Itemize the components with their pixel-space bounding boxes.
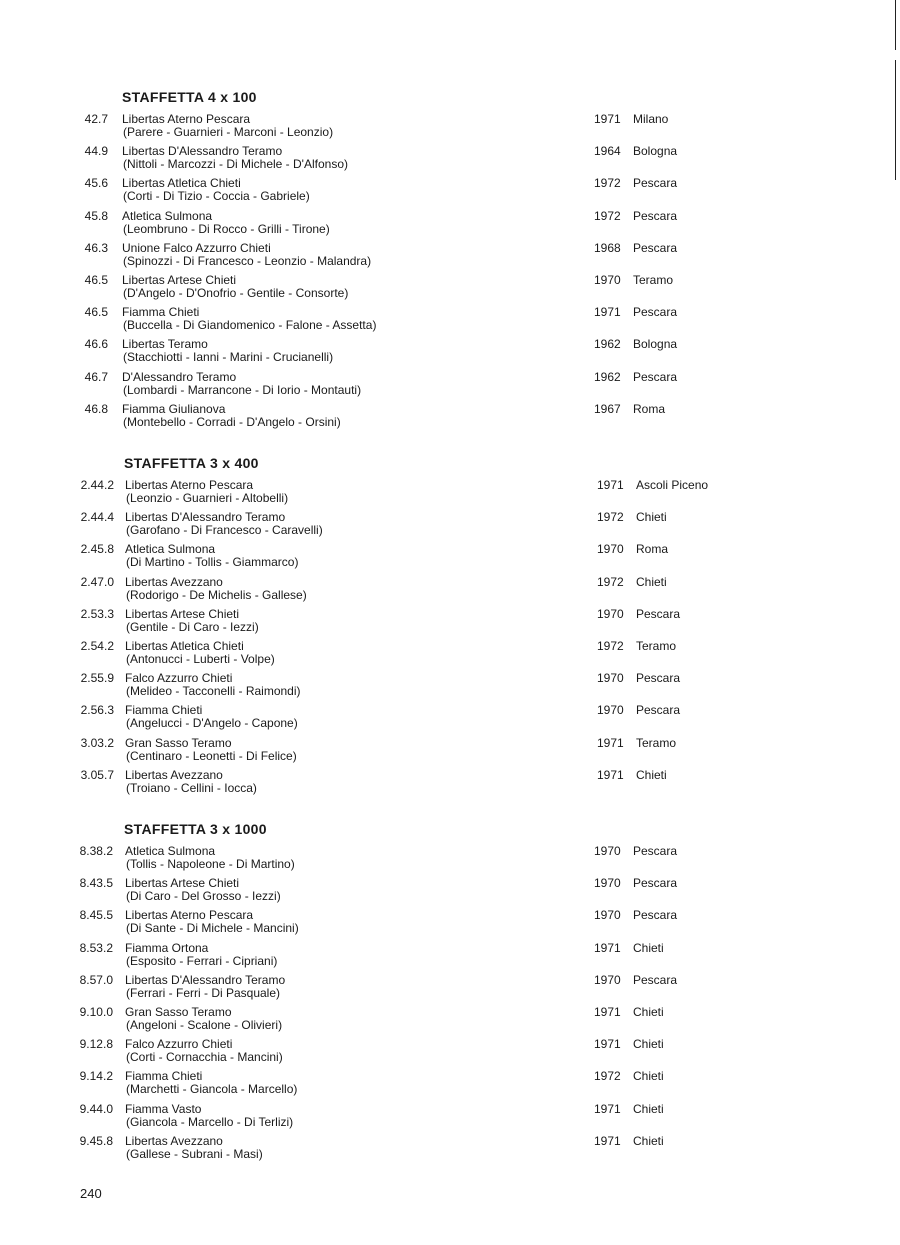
relay-entry (0, 1135, 900, 1167)
relay-entry (0, 274, 900, 306)
club-name: Falco Azzurro Chieti (125, 1037, 233, 1052)
relay-time: 45.8 (84, 208, 108, 223)
relay-entry (0, 1070, 900, 1102)
relay-entry (0, 576, 900, 608)
record-year: 1970 (594, 876, 621, 891)
record-place: Teramo (636, 638, 677, 653)
team-members: (Spinozzi - Di Francesco - Leonzio - Malandra) (123, 253, 372, 268)
club-name: Libertas Atletica Chieti (125, 638, 244, 653)
club-name: Libertas Atletica Chieti (122, 176, 241, 191)
record-year: 1971 (594, 1004, 621, 1019)
record-year: 1972 (594, 208, 621, 223)
record-year: 1971 (594, 305, 621, 320)
team-members: (Stacchiotti - Ianni - Marini - Crucianelli) (123, 350, 334, 365)
team-members: (Leonzio - Guarnieri - Altobelli) (126, 491, 289, 505)
record-year: 1962 (594, 337, 621, 352)
relay-entry (0, 511, 900, 543)
page-number: 240 (80, 1186, 102, 1201)
record-year: 1970 (594, 844, 621, 858)
record-year: 1970 (594, 272, 621, 287)
record-place: Chieti (633, 1133, 664, 1148)
record-year: 1972 (597, 574, 624, 589)
relay-time: 2.54.2 (80, 638, 114, 653)
club-name: Libertas Artese Chieti (122, 272, 237, 287)
club-name: Fiamma Chieti (122, 305, 200, 320)
club-name: Libertas D'Alessandro Teramo (125, 972, 286, 987)
relay-entry (0, 1038, 900, 1070)
relay-entry (0, 1006, 900, 1038)
record-place: Pescara (636, 671, 681, 686)
club-name: Libertas Avezzano (125, 767, 223, 782)
relay-entry (0, 640, 900, 672)
relay-time: 9.12.8 (79, 1037, 113, 1052)
relay-entry (0, 479, 900, 511)
team-members: (Rodorigo - De Michelis - Gallese) (126, 587, 307, 602)
team-members: (Centinaro - Leonetti - Di Felice) (126, 748, 297, 763)
relay-entry (0, 145, 900, 177)
team-members: (Melideo - Tacconelli - Raimondi) (126, 684, 301, 699)
record-year: 1971 (594, 1037, 621, 1052)
team-members: (Di Sante - Di Michele - Mancini) (126, 921, 299, 936)
team-members: (Antonucci - Luberti - Volpe) (126, 651, 275, 666)
relay-entry (0, 371, 900, 403)
team-members: (Ferrari - Ferri - Di Pasquale) (126, 985, 281, 1000)
relay-time: 46.7 (84, 369, 108, 384)
team-members: (Buccella - Di Giandomenico - Falone - Assetta) (123, 318, 377, 333)
record-year: 1972 (597, 638, 624, 653)
relay-time: 2.47.0 (80, 574, 114, 589)
relay-entry (0, 672, 900, 704)
club-name: Fiamma Giulianova (122, 401, 226, 416)
record-place: Pescara (633, 908, 678, 923)
record-year: 1972 (594, 1069, 621, 1084)
team-members: (Garofano - Di Francesco - Caravelli) (126, 523, 323, 538)
club-name: Libertas Aterno Pescara (125, 478, 254, 492)
relay-time: 45.6 (84, 176, 108, 191)
relay-entry (0, 608, 900, 640)
section-title: STAFFETTA 4 x 100 (122, 89, 257, 105)
record-place: Ascoli Piceno (636, 478, 709, 492)
record-place: Bologna (633, 144, 678, 159)
relay-time: 2.44.4 (80, 510, 114, 525)
club-name: Unione Falco Azzurro Chieti (122, 240, 271, 255)
relay-time: 42.7 (84, 112, 108, 126)
record-year: 1971 (597, 767, 624, 782)
record-year: 1964 (594, 144, 621, 159)
team-members: (D'Angelo - D'Onofrio - Gentile - Consorte) (123, 285, 349, 300)
relay-entry (0, 177, 900, 209)
relay-time: 8.43.5 (79, 876, 113, 891)
record-place: Pescara (636, 606, 681, 621)
relay-section-3x1000 (0, 821, 900, 1167)
club-name: Fiamma Ortona (125, 940, 209, 955)
relay-entry (0, 403, 900, 435)
relay-entry (0, 704, 900, 736)
record-place: Roma (633, 401, 666, 416)
record-year: 1970 (597, 606, 624, 621)
relay-time: 8.53.2 (79, 940, 113, 955)
relay-entry (0, 909, 900, 941)
club-name: Gran Sasso Teramo (125, 735, 232, 750)
record-place: Chieti (633, 1101, 664, 1116)
club-name: Fiamma Chieti (125, 703, 203, 718)
team-members: (Gentile - Di Caro - Iezzi) (126, 619, 259, 634)
relay-time: 2.56.3 (80, 703, 114, 718)
record-year: 1971 (597, 735, 624, 750)
team-members: (Angeloni - Scalone - Olivieri) (126, 1017, 283, 1032)
club-name: Atletica Sulmona (125, 844, 216, 858)
record-year: 1972 (597, 510, 624, 525)
club-name: Atletica Sulmona (125, 542, 216, 557)
record-year: 1971 (594, 112, 621, 126)
relay-time: 46.5 (84, 272, 108, 287)
relay-time: 3.05.7 (80, 767, 114, 782)
record-place: Roma (636, 542, 669, 557)
entries-list (0, 113, 900, 435)
relay-entry (0, 769, 900, 801)
team-members: (Parere - Guarnieri - Marconi - Leonzio) (123, 125, 334, 139)
club-name: D'Alessandro Teramo (122, 369, 237, 384)
record-place: Chieti (633, 1069, 664, 1084)
record-year: 1970 (597, 542, 624, 557)
record-place: Pescara (633, 208, 678, 223)
record-place: Chieti (636, 510, 667, 525)
record-year: 1970 (597, 671, 624, 686)
relay-time: 9.14.2 (79, 1069, 113, 1084)
record-place: Milano (633, 112, 669, 126)
relay-time: 2.45.8 (80, 542, 114, 557)
relay-time: 8.57.0 (79, 972, 113, 987)
team-members: (Montebello - Corradi - D'Angelo - Orsini) (123, 414, 341, 429)
club-name: Libertas Teramo (122, 337, 208, 352)
club-name: Libertas Avezzano (125, 1133, 223, 1148)
relay-entry (0, 737, 900, 769)
team-members: (Di Caro - Del Grosso - Iezzi) (126, 889, 281, 904)
club-name: Libertas D'Alessandro Teramo (125, 510, 286, 525)
record-place: Teramo (633, 272, 674, 287)
relay-time: 46.8 (84, 401, 108, 416)
club-name: Gran Sasso Teramo (125, 1004, 232, 1019)
relay-entry (0, 338, 900, 370)
relay-entry (0, 306, 900, 338)
club-name: Libertas D'Alessandro Teramo (122, 144, 283, 159)
relay-entry (0, 845, 900, 877)
club-name: Fiamma Chieti (125, 1069, 203, 1084)
record-year: 1972 (594, 176, 621, 191)
record-place: Pescara (636, 703, 681, 718)
scan-edge-line (895, 0, 896, 50)
relay-entry (0, 543, 900, 575)
relay-time: 46.3 (84, 240, 108, 255)
relay-entry (0, 877, 900, 909)
record-place: Chieti (636, 767, 667, 782)
section-title: STAFFETTA 3 x 1000 (124, 821, 267, 837)
relay-time: 8.38.2 (79, 844, 113, 858)
record-year: 1970 (594, 908, 621, 923)
team-members: (Marchetti - Giancola - Marcello) (126, 1082, 298, 1097)
record-year: 1971 (594, 940, 621, 955)
section-title: STAFFETTA 3 x 400 (124, 455, 259, 471)
team-members: (Di Martino - Tollis - Giammarco) (126, 555, 299, 570)
team-members: (Angelucci - D'Angelo - Capone) (126, 716, 298, 731)
record-place: Bologna (633, 337, 678, 352)
club-name: Libertas Artese Chieti (125, 606, 240, 621)
record-year: 1970 (594, 972, 621, 987)
club-name: Falco Azzurro Chieti (125, 671, 233, 686)
record-place: Pescara (633, 305, 678, 320)
record-place: Chieti (633, 1004, 664, 1019)
relay-section-3x400 (0, 455, 900, 801)
club-name: Libertas Avezzano (125, 574, 223, 589)
record-year: 1971 (597, 478, 624, 492)
record-year: 1970 (597, 703, 624, 718)
club-name: Libertas Aterno Pescara (122, 112, 251, 126)
relay-time: 2.53.3 (80, 606, 114, 621)
team-members: (Troiano - Cellini - Iocca) (126, 780, 257, 795)
record-place: Pescara (633, 240, 678, 255)
team-members: (Leombruno - Di Rocco - Grilli - Tirone) (123, 221, 330, 236)
relay-time: 46.6 (84, 337, 108, 352)
relay-entry (0, 942, 900, 974)
team-members: (Corti - Cornacchia - Mancini) (126, 1050, 283, 1065)
relay-time: 9.10.0 (79, 1004, 113, 1019)
relay-time: 9.45.8 (79, 1133, 113, 1148)
relay-time: 2.55.9 (80, 671, 114, 686)
entries-list (0, 845, 900, 1167)
record-year: 1971 (594, 1133, 621, 1148)
relay-time: 46.5 (84, 305, 108, 320)
club-name: Libertas Artese Chieti (125, 876, 240, 891)
relay-entry (0, 210, 900, 242)
relay-section-4x100 (0, 89, 900, 435)
record-place: Pescara (633, 844, 678, 858)
relay-entry (0, 113, 900, 145)
relay-time: 8.45.5 (79, 908, 113, 923)
record-year: 1962 (594, 369, 621, 384)
club-name: Fiamma Vasto (125, 1101, 202, 1116)
relay-time: 3.03.2 (80, 735, 114, 750)
record-place: Teramo (636, 735, 677, 750)
club-name: Atletica Sulmona (122, 208, 213, 223)
relay-entry (0, 974, 900, 1006)
relay-time: 2.44.2 (80, 478, 114, 492)
team-members: (Giancola - Marcello - Di Terlizi) (126, 1114, 294, 1129)
record-year: 1967 (594, 401, 621, 416)
record-place: Pescara (633, 176, 678, 191)
record-place: Chieti (636, 574, 667, 589)
entries-list (0, 479, 900, 801)
club-name: Libertas Aterno Pescara (125, 908, 254, 923)
relay-entry (0, 242, 900, 274)
team-members: (Lombardi - Marrancone - Di Iorio - Montauti) (123, 382, 362, 397)
team-members: (Tollis - Napoleone - Di Martino) (126, 857, 295, 871)
record-place: Pescara (633, 972, 678, 987)
record-place: Pescara (633, 876, 678, 891)
team-members: (Esposito - Ferrari - Cipriani) (126, 953, 278, 968)
record-year: 1968 (594, 240, 621, 255)
record-year: 1971 (594, 1101, 621, 1116)
team-members: (Nittoli - Marcozzi - Di Michele - D'Alfonso) (123, 157, 348, 172)
record-place: Chieti (633, 1037, 664, 1052)
relay-time: 44.9 (84, 144, 108, 159)
record-place: Pescara (633, 369, 678, 384)
relay-time: 9.44.0 (79, 1101, 113, 1116)
relay-entry (0, 1103, 900, 1135)
record-place: Chieti (633, 940, 664, 955)
team-members: (Corti - Di Tizio - Coccia - Gabriele) (123, 189, 310, 204)
team-members: (Gallese - Subrani - Masi) (126, 1146, 263, 1161)
